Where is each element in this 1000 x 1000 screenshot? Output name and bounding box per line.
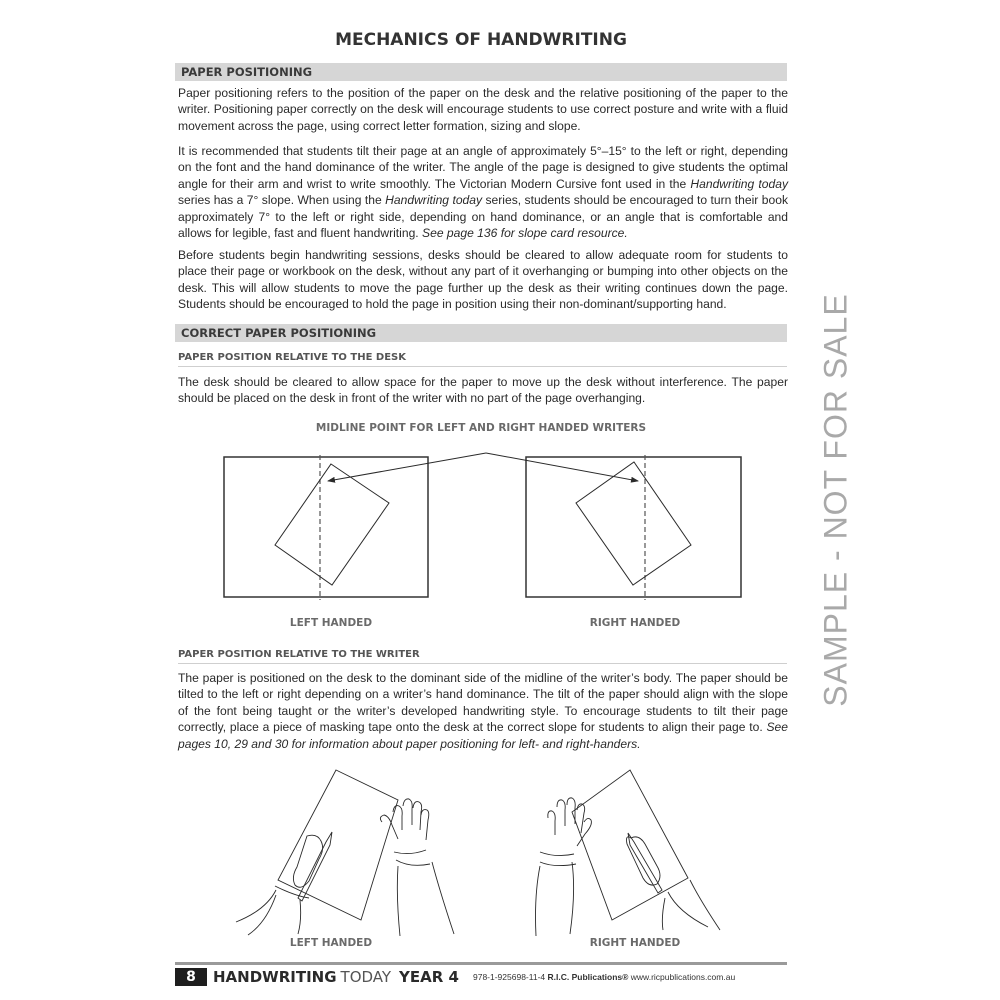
watermark-sample: SAMPLE - NOT FOR SALE — [817, 293, 854, 707]
publisher: R.I.C. Publications® — [547, 972, 629, 982]
label-right-handed-writer: RIGHT HANDED — [589, 937, 681, 949]
paragraph-desk-clearing: Before students begin handwriting sessions, desks should be cleared to allow adequate room for students to place their page or workbook on the desk, without any part of it overhanging or bumping into other objects on the desk. This will allow students to move the page further up the desk as their writing continues down the page. Students should be encouraged to hold the page in position using their non-dominant/supporting hand. — [178, 248, 788, 312]
paragraph-relative-to-desk: The desk should be cleared to allow space for the paper to move up the desk without interference. The paper should be placed on the desk in front of the writer with no part of the page overhanging. — [178, 375, 788, 406]
page-number: 8 — [175, 968, 207, 986]
isbn: 978-1-925698-11-4 — [472, 972, 546, 982]
left-handed-desk-diagram — [224, 455, 428, 600]
label-left-handed-desk: LEFT HANDED — [289, 617, 373, 629]
label-left-handed-writer: LEFT HANDED — [289, 937, 373, 949]
page-footer — [175, 962, 787, 987]
label-right-handed-desk: RIGHT HANDED — [589, 617, 681, 629]
website-link[interactable]: www.ricpublications.com.au — [630, 972, 736, 982]
diagram-title-midline: MIDLINE POINT FOR LEFT AND RIGHT HANDED WRITERS — [315, 422, 647, 434]
right-handed-desk-diagram — [526, 455, 741, 600]
paragraph-tilt-angle: It is recommended that students tilt their page at an angle of approximately 5°–15° to the left or right, depending on the font and the hand dominance of the writer. The angle of the page is designed to give students the optimal angle for their arm and wrist to write smoothly. The Victorian Modern Cursive font used in the Handwriting today series has a 7° slope. When using the Handwriting today series, students should be encouraged to turn their book approximately 7° to the left or right side, depending on hand dominance, or an angle that is comfortable and allows for legible, fast and fluent handwriting. See page 136 for slope card resource. — [178, 144, 788, 241]
series-year: YEAR 4 — [399, 968, 459, 986]
series-brand: HANDWRITING — [213, 968, 337, 986]
page-title: MECHANICS OF HANDWRITING — [335, 30, 627, 50]
footer-meta — [473, 972, 735, 982]
subheading-relative-to-desk: PAPER POSITION RELATIVE TO THE DESK — [178, 352, 787, 367]
paragraph-paper-positioning-intro: Paper positioning refers to the position of the paper on the desk and the relative positioning of the paper to the writer. Positioning paper correctly on the desk will encourage students to use correct posture and write with a fluid movement across the page, using correct letter formation, sizing and slope. — [178, 86, 788, 133]
right-handed-writer-illustration — [536, 770, 721, 936]
subheading-relative-to-writer: PAPER POSITION RELATIVE TO THE WRITER — [178, 649, 787, 664]
series-brand-light: TODAY — [340, 968, 392, 986]
midline-arrows — [328, 453, 638, 481]
left-handed-writer-illustration — [236, 770, 454, 936]
section-heading-correct-paper-positioning: CORRECT PAPER POSITIONING — [175, 324, 787, 342]
section-heading-paper-positioning: PAPER POSITIONING — [175, 63, 787, 81]
paragraph-relative-to-writer: The paper is positioned on the desk to the dominant side of the midline of the writer’s body. The paper should be tilted to the left or right depending on a writer’s hand dominance. The tilt of the paper should align with the slope of the font being taught or the writer’s developed handwriting style. To encourage students to tilt their page correctly, place a piece of masking tape onto the desk at the correct slope for students to align their page to. See pages 10, 29 and 30 for information about paper positioning for left- and right-handers. — [178, 671, 788, 751]
